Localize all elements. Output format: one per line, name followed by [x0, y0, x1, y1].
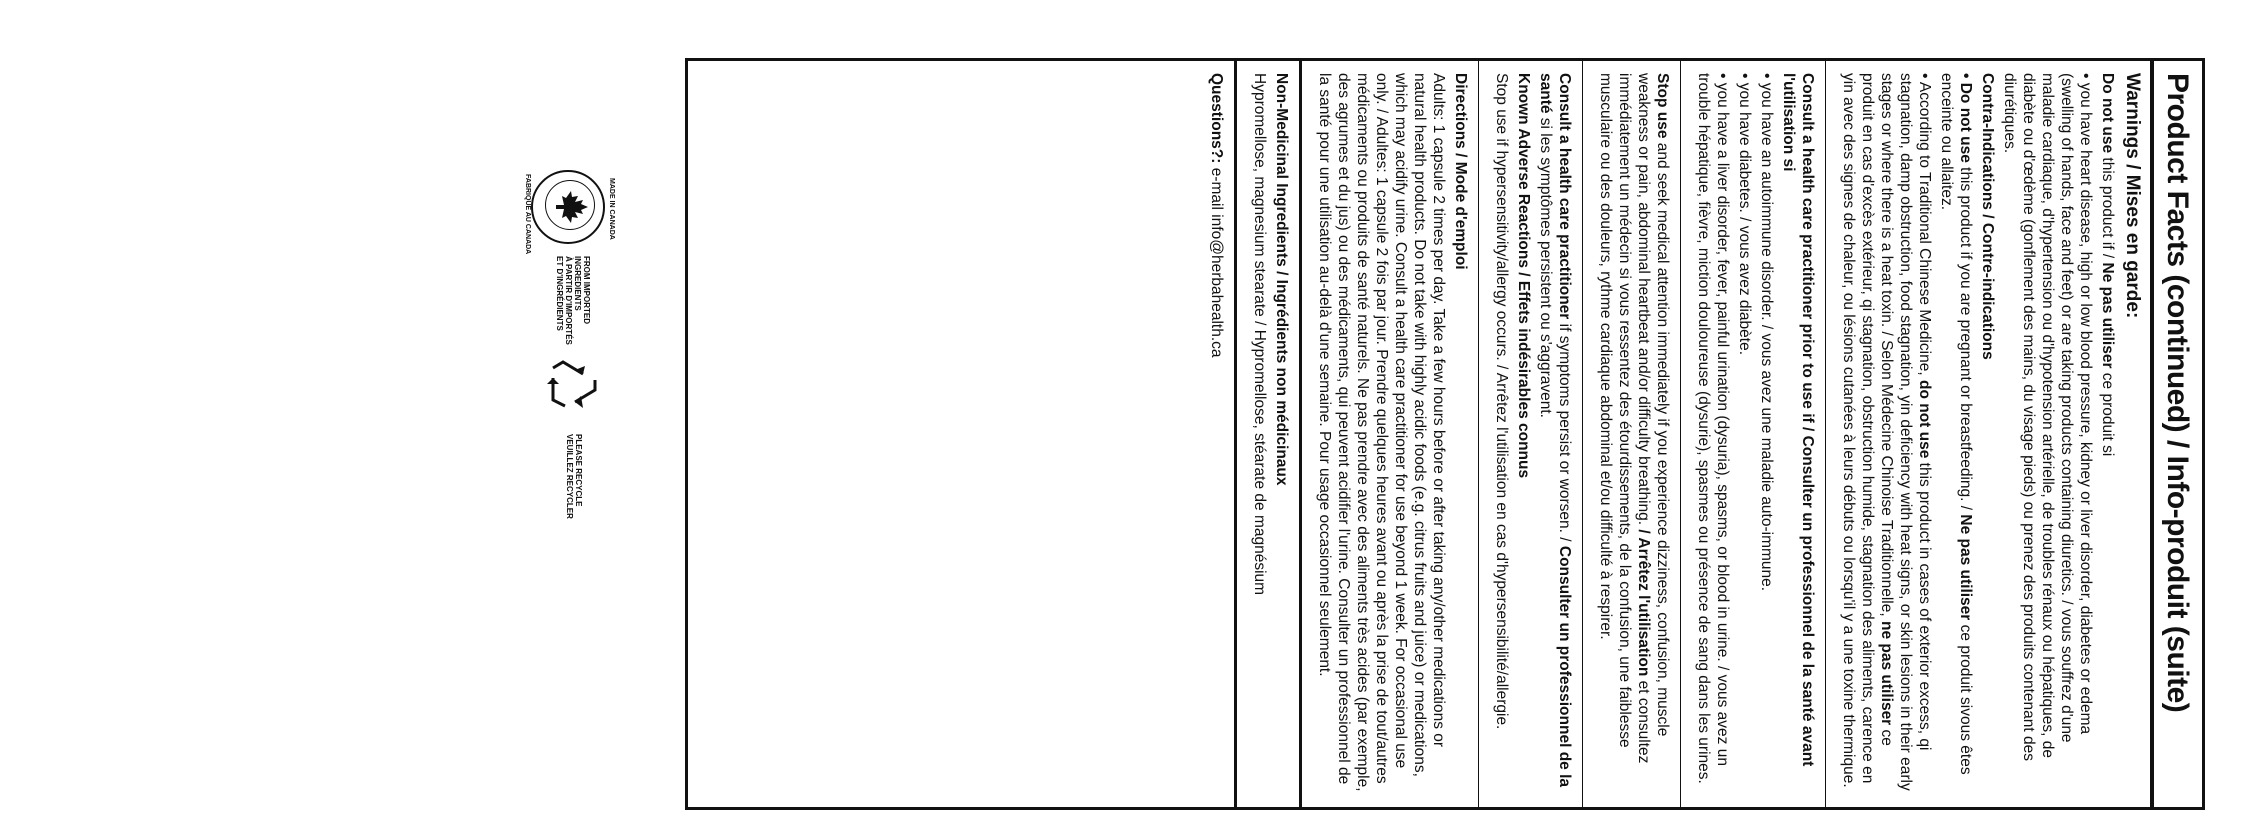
maple-leaf-icon: [551, 187, 591, 227]
warnings-bullet-1: • you have heart disease, high or low blood pressure, kidney or liver disorder, diabetes or edema (swelling of hands, face and feet) or are taking products containing diuretics. / vous souffrez d'une maladie cardiaque, d'hypertension ou d'hypotension artérielle, de troubles rénaux ou hépatiques, de diabète ou d'œdème (gonflement des mains, du visage pieds) ou prenez des produits contenant des diurétiques.: [2001, 73, 2094, 761]
recycle-caption: PLEASE RECYCLE VEUILLEZ RECYCLER: [565, 434, 583, 519]
contra-heading: Contra-Indications / Contre-indications: [1979, 73, 1996, 360]
product-facts-panel: [685, 58, 2205, 810]
directions-section: [1299, 61, 1478, 807]
stop-use-section: [1582, 61, 1680, 807]
consult-persist-section: [1478, 61, 1582, 807]
contra-bullet: • Do not use this product if you are pregnant or breastfeeding. / Ne pas utiliser ce produit sivous êtes enceinte ou allaitez.: [1938, 73, 1974, 775]
consult-bullet-2: • you have diabetes. / vous avez diabète.: [1736, 73, 1753, 356]
questions-section: [1194, 61, 1234, 807]
recycle-icon: [535, 350, 605, 420]
nonmed-heading: Non-Medicinal Ingredients / Ingrédients non médicinaux: [1273, 73, 1290, 486]
seal-ring-bottom: FABRIQUÉ AU CANADA: [524, 174, 531, 255]
seal-caption: FROM IMPORTED INGREDIENTS À PARTIR D'IMPORTÉS ET D'INGRÉDIENTS: [555, 256, 591, 345]
directions-text: Adults: 1 capsule 2 times per day. Take a few hours before or after taking any/other medications or natural health products. Do not take with highly acidic foods (e.g. citrus fruits and juice) or medications, which may acidify urine. Consult a health care practitioner for use beyond 1 week. For occasional use only. / Adultes: 1 capsule 2 fois par jour. Prendre quelques heures avant ou après la prise de tout/autres médicaments ou produits de santé naturels. Ne pas prendre avec des aliments très acides (par exemple, des agrumes et du jus) ou des médicaments, qui peuvent acidifier l'urine. Consulter un professionnel de la santé pour une utilisation au-delà d'une semaine. Pour usage occasionnel seulement.: [1316, 73, 1447, 792]
warnings-section: [1825, 61, 2150, 807]
adverse-heading: Known Adverse Reactions / Effets indésirables connus: [1515, 73, 1532, 479]
warnings-heading: Warnings / Mises en garde:: [2122, 73, 2143, 319]
do-not-use-line: Do not use this product if / Ne pas utiliser ce produit si: [2099, 73, 2116, 457]
tcm-bullet: • According to Traditional Chinese Medicine, do not use this product in cases of exterior excess, qi stagnation, damp obstruction, food stagnation, yin deficiency with heat signs, or skin lesions in their early stages or where there is a heat toxin. / Selon Médecine Chinoise Traditionnelle, ne pas utiliser ce produit en cas d'excès extérieur, qi stagnation, obstruction humide, stagnation des aliments, carence en yin avec des signes de chaleur, ou lésions cutanées à leurs débuts ou lorsqu'il y a une toxine thermique.: [1840, 73, 1933, 791]
nonmed-text: Hypromellose, magnesium stearate / Hypromellose, stéarate de magnésium: [1251, 73, 1268, 596]
stop-use-text: Stop use and seek medical attention immediately if you experience dizziness, confusion, muscle weakness or pain, abdominal heartbeat and/or difficulty breathing. / Arrêtez l'utilisation et consultez immédiatement un médecin si vous ressentez des étourdissements, de la confusion, une faiblesse musculaire ou des douleurs, rythme cardiaque abdominal et/ou difficulté à respirer.: [1597, 73, 1671, 764]
consult-heading: Consult a health care practitioner prior to use if / Consulter un professionnel de la santé avant l'utilisation si: [1780, 73, 1816, 767]
consult-bullet-1: • you have an autoimmune disorder. / vous avez une maladie auto-immune.: [1758, 73, 1775, 592]
panel-title: Product Facts (continued) / Info-produit (suite): [2150, 61, 2202, 807]
seal-ring-top: MADE IN CANADA: [608, 178, 615, 240]
consult-section: [1680, 61, 1825, 807]
consult-bullet-3: • you have a liver disorder, fever, painful urination (dysuria), spasms, or blood in urine. / vous avez un trouble hépatique, fièvre, miction douloureuse (dysurie), spasmes ou présence de sang dans les urines.: [1695, 73, 1731, 784]
nonmed-section: [1234, 61, 1299, 807]
questions-line: Questions?: e-mail info@herbahealth.ca: [1208, 73, 1225, 358]
directions-heading: Directions / Mode d'emploi: [1452, 73, 1469, 270]
adverse-text: Stop use if hypersensitivity/allergy occurs. / Arrêtez l'utilisation en cas d'hypersensibilité/allergie.: [1493, 73, 1510, 730]
recycle-block: [445, 350, 605, 550]
consult-persist-text: Consult a health care practitioner if symptoms persist or worsen. / Consulter un professionnel de la santé si les symptômes persistent ou s'aggravent.: [1537, 73, 1573, 788]
